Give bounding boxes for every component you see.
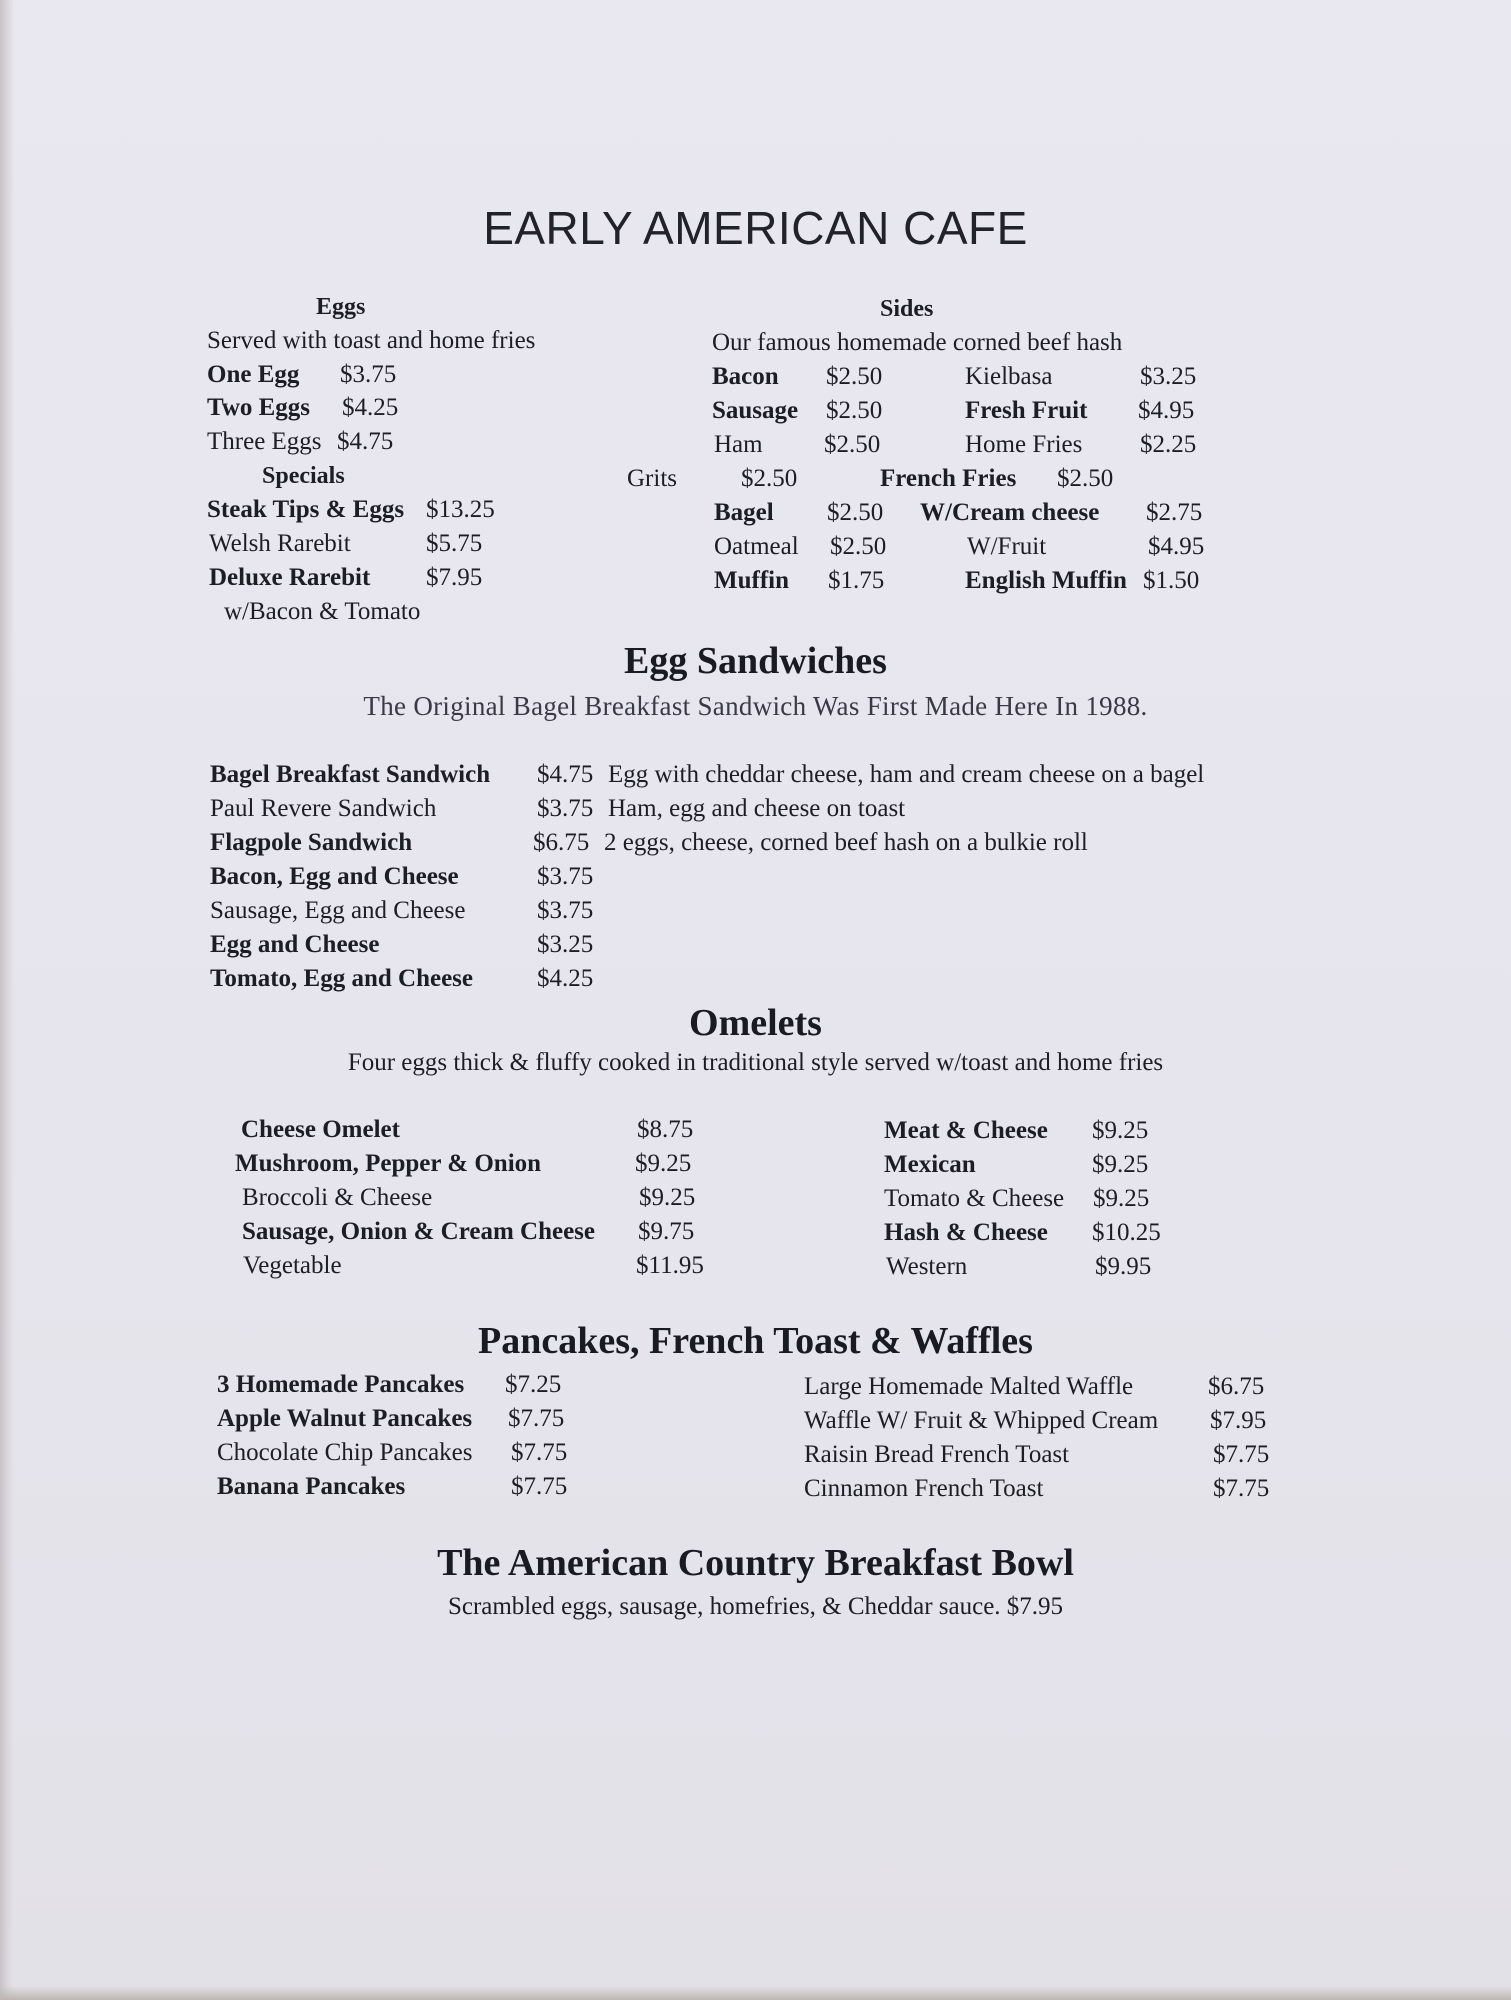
menu-item-price: $3.25 — [537, 931, 594, 958]
breakfast-bowl-line — [0, 1592, 1511, 1622]
menu-item-name: Welsh Rarebit — [209, 530, 351, 557]
menu-item-name: Steak Tips & Eggs — [207, 496, 405, 523]
menu-item-description: 2 eggs, cheese, corned beef hash on a bulkie roll — [604, 829, 1088, 856]
menu-item-price: $2.50 — [1057, 465, 1114, 492]
menu-item-price: $4.75 — [537, 761, 594, 788]
menu-item-name: W/Fruit — [967, 533, 1047, 560]
menu-item-name: Flagpole Sandwich — [210, 829, 413, 856]
menu-item-name: Three Eggs — [207, 428, 322, 455]
menu-item-price: $7.75 — [511, 1473, 568, 1500]
sides-note: Our famous homemade corned beef hash — [712, 329, 1123, 356]
menu-item-name: English Muffin — [965, 567, 1127, 594]
menu-item-price: $2.50 — [824, 431, 881, 458]
menu-item-name: Mushroom, Pepper & Onion — [235, 1150, 542, 1177]
page-title: EARLY AMERICAN CAFE — [483, 202, 1028, 254]
sides-heading: Sides — [880, 296, 934, 322]
menu-item-name: Broccoli & Cheese — [242, 1184, 433, 1211]
menu-item-name: 3 Homemade Pancakes — [217, 1371, 465, 1398]
menu-item-price: $3.75 — [537, 863, 594, 890]
menu-item-name: Mexican — [884, 1151, 976, 1178]
breakfast-bowl-description: Scrambled eggs, sausage, homefries, & Cheddar sauce. — [447, 1593, 1001, 1620]
omelets-heading: Omelets — [689, 1002, 822, 1044]
omelets-tagline: Four eggs thick & fluffy cooked in traditional style served w/toast and home fries — [347, 1049, 1164, 1076]
menu-item-name: Tomato, Egg and Cheese — [210, 965, 473, 992]
menu-item-price: $9.25 — [635, 1150, 692, 1177]
eggs-heading: Eggs — [316, 294, 366, 320]
menu-item-price: $7.75 — [1213, 1475, 1270, 1502]
menu-item-name: Paul Revere Sandwich — [210, 795, 437, 822]
menu-item-price: $7.75 — [508, 1405, 565, 1432]
menu-item-name: Raisin Bread French Toast — [804, 1441, 1070, 1468]
menu-item-price: $2.50 — [826, 397, 883, 424]
menu-item-name: Grits — [627, 465, 677, 492]
menu-item-price: $2.50 — [826, 363, 883, 390]
menu-item-name: Cinnamon French Toast — [804, 1475, 1044, 1502]
menu-item-description: Ham, egg and cheese on toast — [608, 795, 906, 822]
menu-item-name: Oatmeal — [714, 533, 799, 560]
menu-item-price: $2.25 — [1140, 431, 1197, 458]
menu-item-price: $3.75 — [340, 361, 397, 388]
menu-item-name: Banana Pancakes — [217, 1473, 406, 1500]
menu-item-name: Tomato & Cheese — [884, 1185, 1065, 1212]
menu-item-name: Chocolate Chip Pancakes — [217, 1439, 473, 1466]
menu-item-price: $4.75 — [337, 428, 394, 455]
menu-item-price: $9.25 — [1092, 1151, 1149, 1178]
menu-item-note: w/Bacon & Tomato — [224, 598, 421, 625]
menu-item-price: $4.95 — [1148, 533, 1205, 560]
menu-item-price: $9.95 — [1095, 1253, 1152, 1280]
breakfast-bowl-price: $7.95 — [1006, 1593, 1064, 1620]
menu-item-price: $4.95 — [1138, 397, 1195, 424]
menu-item-price: $7.75 — [511, 1439, 568, 1466]
menu-item-name: Large Homemade Malted Waffle — [804, 1373, 1134, 1400]
menu-item-price: $7.95 — [1210, 1407, 1267, 1434]
menu-item-name: Sausage, Onion & Cream Cheese — [242, 1218, 596, 1245]
menu-item-price: $1.75 — [828, 567, 885, 594]
menu-item-name: Bagel — [714, 499, 774, 526]
menu-item-name: Home Fries — [965, 431, 1083, 458]
menu-item-name: Vegetable — [243, 1252, 342, 1279]
menu-item-name: Egg and Cheese — [210, 931, 380, 958]
menu-item-price: $4.25 — [342, 394, 399, 421]
menu-item-name: Bagel Breakfast Sandwich — [210, 761, 491, 788]
menu-item-price: $9.75 — [638, 1218, 695, 1245]
menu-item-price: $4.25 — [537, 965, 594, 992]
menu-item-name: Two Eggs — [207, 394, 311, 421]
specials-heading: Specials — [262, 463, 345, 489]
breakfast-bowl-heading: The American Country Breakfast Bowl — [437, 1542, 1074, 1584]
menu-item-name: Cheese Omelet — [241, 1116, 400, 1143]
menu-item-price: $8.75 — [637, 1116, 694, 1143]
menu-item-price: $6.75 — [1208, 1373, 1265, 1400]
menu-item-price: $3.75 — [537, 897, 594, 924]
menu-item-name: Fresh Fruit — [965, 397, 1088, 424]
egg-sandwiches-heading: Egg Sandwiches — [624, 640, 887, 682]
menu-item-name: Hash & Cheese — [884, 1219, 1048, 1246]
menu-item-name: Sausage — [712, 397, 799, 424]
menu-item-description: Egg with cheddar cheese, ham and cream cheese on a bagel — [608, 761, 1205, 788]
menu-item-price: $7.75 — [1213, 1441, 1270, 1468]
menu-item-name: Sausage, Egg and Cheese — [210, 897, 466, 924]
menu-item-price: $10.25 — [1092, 1219, 1161, 1246]
menu-item-name: One Egg — [207, 361, 300, 388]
menu-item-price: $9.25 — [1092, 1117, 1149, 1144]
menu-item-name: Bacon — [712, 363, 779, 390]
menu-item-price: $2.50 — [827, 499, 884, 526]
menu-item-name: W/Cream cheese — [920, 499, 1100, 526]
menu-item-price: $3.25 — [1140, 363, 1197, 390]
menu-item-price: $7.25 — [505, 1371, 562, 1398]
menu-item-name: Deluxe Rarebit — [209, 564, 371, 591]
menu-item-price: $11.95 — [636, 1252, 704, 1279]
menu-item-price: $2.50 — [830, 533, 887, 560]
menu-item-price: $1.50 — [1143, 567, 1200, 594]
menu-item-price: $2.75 — [1146, 499, 1203, 526]
menu-item-price: $2.50 — [741, 465, 798, 492]
menu-item-name: Apple Walnut Pancakes — [217, 1405, 473, 1432]
menu-item-price: $6.75 — [533, 829, 590, 856]
menu-item-name: Ham — [714, 431, 763, 458]
menu-item-name: Western — [886, 1253, 968, 1280]
menu-item-price: $3.75 — [537, 795, 594, 822]
menu-item-name: French Fries — [880, 465, 1017, 492]
menu-item-name: Meat & Cheese — [884, 1117, 1048, 1144]
menu-item-name: Muffin — [714, 567, 789, 594]
eggs-note: Served with toast and home fries — [207, 327, 536, 354]
menu-item-name: Kielbasa — [965, 363, 1053, 390]
pancakes-heading: Pancakes, French Toast & Waffles — [478, 1320, 1033, 1362]
menu-item-price: $13.25 — [426, 496, 495, 523]
egg-sandwiches-tagline: The Original Bagel Breakfast Sandwich Was First Made Here In 1988. — [363, 691, 1148, 721]
menu-item-price: $7.95 — [426, 564, 483, 591]
menu-item-price: $5.75 — [426, 530, 483, 557]
menu-item-price: $9.25 — [639, 1184, 696, 1211]
menu-item-name: Waffle W/ Fruit & Whipped Cream — [804, 1407, 1159, 1434]
menu-item-price: $9.25 — [1093, 1185, 1150, 1212]
menu-item-name: Bacon, Egg and Cheese — [210, 863, 459, 890]
